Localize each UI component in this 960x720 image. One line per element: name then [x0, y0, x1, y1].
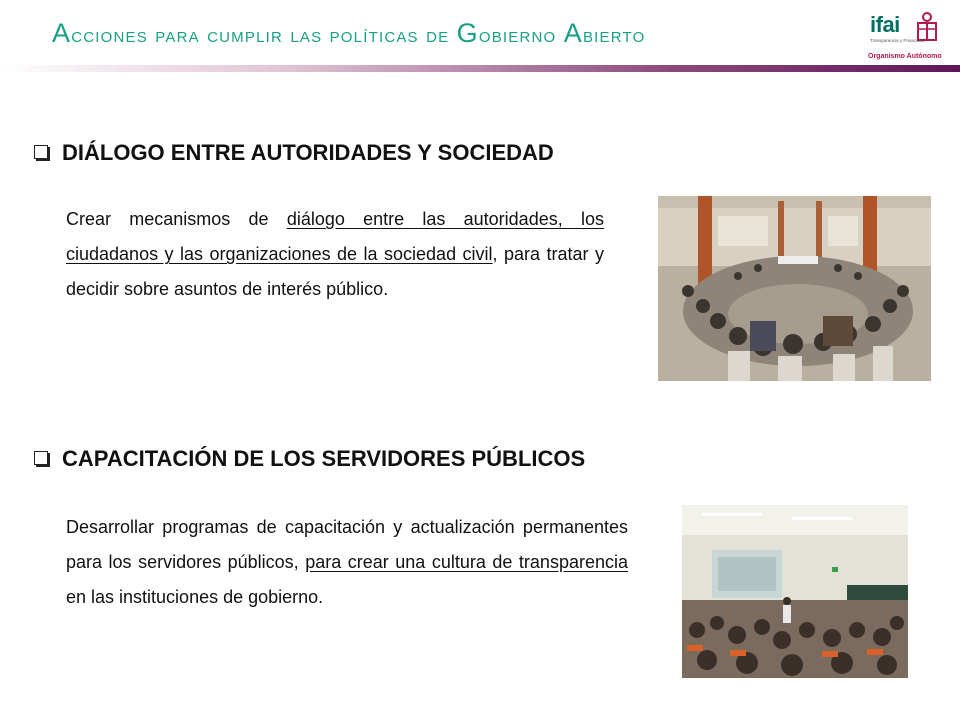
photo-training-classroom [682, 505, 908, 678]
section-heading-text: DIÁLOGO ENTRE AUTORIDADES Y SOCIEDAD [62, 140, 554, 165]
section-heading-capacitacion [34, 446, 585, 472]
page-title: Acciones para cumplir las políticas de Gobierno Abierto [52, 18, 646, 48]
logo-org: Organismo Autónomo [868, 53, 942, 60]
underlined-phrase: para crear una cultura de transparencia [305, 552, 628, 572]
section-body-capacitacion: Desarrollar programas de capacitación y actualización permanentes para los servidores públicos, para crear una cultura de transparencia en las instituciones de gobierno. [66, 517, 628, 607]
checkbox-bullet-icon [34, 451, 48, 465]
logo-subtitle: Transparencia y Privacidad [870, 38, 925, 43]
header-gradient-bar [0, 65, 960, 72]
section-body-dialogo: Crear mecanismos de diálogo entre las autoridades, los ciudadanos y las organizaciones de la sociedad civil, para tratar y decidir sobre asuntos de interés público. [66, 209, 604, 299]
section-heading-dialogo [34, 140, 554, 166]
photo-roundtable-meeting [658, 196, 931, 381]
underlined-phrase: diálogo entre las autoridades, los ciudadanos y las organizaciones de la sociedad civil [66, 209, 604, 264]
section-heading-text: CAPACITACIÓN DE LOS SERVIDORES PÚBLICOS [62, 446, 586, 471]
logo-wordmark: ifai [870, 12, 900, 37]
checkbox-bullet-icon [34, 145, 48, 159]
